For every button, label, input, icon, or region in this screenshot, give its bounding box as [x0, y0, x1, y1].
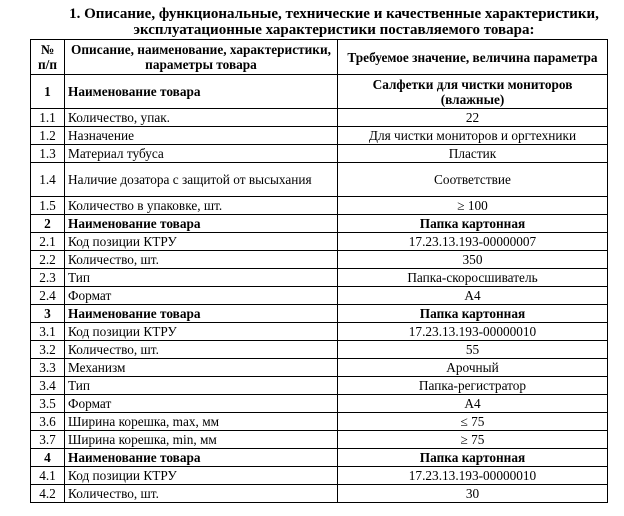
table-row: [31, 395, 608, 413]
row-description: Ширина корешка, min, мм: [65, 431, 338, 449]
row-number: 1.5: [31, 197, 65, 215]
row-number: 4.1: [31, 467, 65, 485]
row-description: Назначение: [65, 127, 338, 145]
row-value: Пластик: [338, 145, 608, 163]
row-number: 1.3: [31, 145, 65, 163]
row-number: 3.1: [31, 323, 65, 341]
row-value: ≤ 75: [338, 413, 608, 431]
table-row: [31, 431, 608, 449]
table-row: [31, 145, 608, 163]
row-description: Код позиции КТРУ: [65, 323, 338, 341]
row-number: 3: [31, 305, 65, 323]
table-row: [31, 109, 608, 127]
table-row: [31, 377, 608, 395]
row-number: 4.2: [31, 485, 65, 503]
row-value: 17.23.13.193-00000010: [338, 467, 608, 485]
row-description: Наличие дозатора с защитой от высыхания: [65, 163, 338, 197]
section-title-line-1: 1. Описание, функциональные, технические и качественные характеристики,: [69, 6, 599, 22]
row-value: 17.23.13.193-00000010: [338, 323, 608, 341]
row-number: 1: [31, 75, 65, 109]
table-header-row: [31, 40, 608, 75]
row-description: Тип: [65, 377, 338, 395]
row-description: Формат: [65, 395, 338, 413]
row-description: Количество, упак.: [65, 109, 338, 127]
row-value: Для чистки мониторов и оргтехники: [338, 127, 608, 145]
row-number: 3.5: [31, 395, 65, 413]
row-value: Папка-скоросшиватель: [338, 269, 608, 287]
row-description: Наименование товара: [65, 75, 338, 109]
row-number: 2.3: [31, 269, 65, 287]
row-description: Формат: [65, 287, 338, 305]
table-row: [31, 323, 608, 341]
row-number: 3.3: [31, 359, 65, 377]
header-description: Описание, наименование, характеристики, параметры товара: [65, 40, 338, 75]
header-number: № п/п: [31, 40, 65, 75]
row-number: 1.2: [31, 127, 65, 145]
table-group-row: [31, 305, 608, 323]
table-row: [31, 163, 608, 197]
row-value: Папка картонная: [338, 215, 608, 233]
table-row: [31, 467, 608, 485]
table-group-row: [31, 75, 608, 109]
row-number: 3.2: [31, 341, 65, 359]
row-description: Код позиции КТРУ: [65, 233, 338, 251]
row-number: 1.1: [31, 109, 65, 127]
row-description: Материал тубуса: [65, 145, 338, 163]
section-title: [64, 6, 604, 38]
row-description: Количество, шт.: [65, 485, 338, 503]
row-value: 55: [338, 341, 608, 359]
row-value: А4: [338, 287, 608, 305]
row-number: 2.2: [31, 251, 65, 269]
row-value: ≥ 75: [338, 431, 608, 449]
row-description: Количество, шт.: [65, 251, 338, 269]
table-row: [31, 233, 608, 251]
row-number: 3.4: [31, 377, 65, 395]
row-number: 2.4: [31, 287, 65, 305]
row-description: Наименование товара: [65, 215, 338, 233]
table-row: [31, 127, 608, 145]
header-value: Требуемое значение, величина параметра: [338, 40, 608, 75]
row-value: 30: [338, 485, 608, 503]
table-row: [31, 287, 608, 305]
row-description: Наименование товара: [65, 449, 338, 467]
table-row: [31, 197, 608, 215]
row-value: Арочный: [338, 359, 608, 377]
row-value: 22: [338, 109, 608, 127]
row-number: 2.1: [31, 233, 65, 251]
row-description: Код позиции КТРУ: [65, 467, 338, 485]
row-number: 4: [31, 449, 65, 467]
table-row: [31, 251, 608, 269]
row-value: ≥ 100: [338, 197, 608, 215]
row-description: Наименование товара: [65, 305, 338, 323]
row-value: А4: [338, 395, 608, 413]
row-description: Тип: [65, 269, 338, 287]
row-description: Механизм: [65, 359, 338, 377]
row-value: Салфетки для чистки мониторов (влажные): [338, 75, 608, 109]
table-row: [31, 341, 608, 359]
row-value: Папка-регистратор: [338, 377, 608, 395]
row-number: 1.4: [31, 163, 65, 197]
table-group-row: [31, 449, 608, 467]
table-row: [31, 269, 608, 287]
row-number: 3.6: [31, 413, 65, 431]
row-description: Ширина корешка, max, мм: [65, 413, 338, 431]
row-number: 3.7: [31, 431, 65, 449]
section-title-line-2: эксплуатационные характеристики поставляемого товара:: [133, 22, 535, 38]
specification-table: [30, 39, 608, 503]
table-row: [31, 485, 608, 503]
table-row: [31, 359, 608, 377]
table-body: [31, 75, 608, 503]
table-group-row: [31, 215, 608, 233]
row-description: Количество в упаковке, шт.: [65, 197, 338, 215]
row-number: 2: [31, 215, 65, 233]
row-value: Папка картонная: [338, 449, 608, 467]
row-value: 350: [338, 251, 608, 269]
table-row: [31, 413, 608, 431]
row-value: 17.23.13.193-00000007: [338, 233, 608, 251]
row-value: Соответствие: [338, 163, 608, 197]
row-description: Количество, шт.: [65, 341, 338, 359]
row-value: Папка картонная: [338, 305, 608, 323]
